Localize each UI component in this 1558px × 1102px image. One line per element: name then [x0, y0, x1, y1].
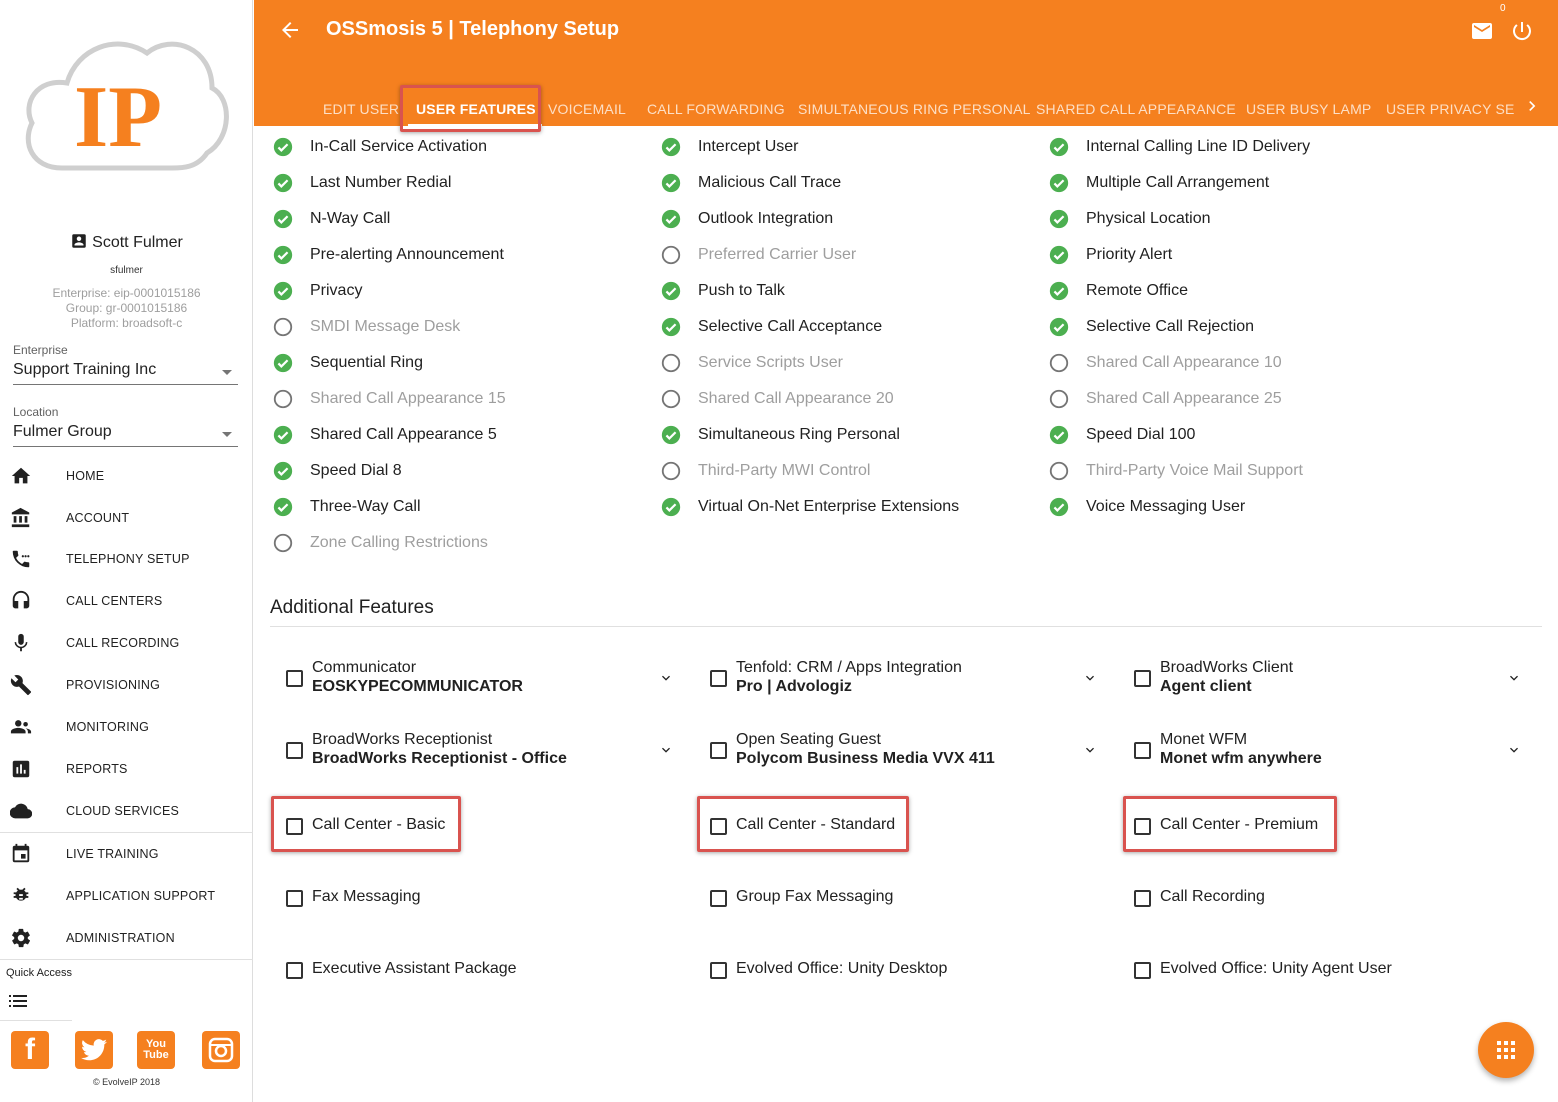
feature-item	[1048, 280, 1418, 304]
feature-label: Selective Call Rejection	[1086, 318, 1255, 335]
check-circle-icon	[272, 136, 294, 158]
additional-feature-option: BroadWorks Receptionist - Office	[312, 750, 567, 767]
additional-feature-option: EOSKYPECOMMUNICATOR	[312, 678, 523, 695]
additional-feature-checkbox[interactable]	[1134, 890, 1151, 907]
copyright: © EvolveIP 2018	[92, 1077, 160, 1087]
empty-circle-icon	[660, 352, 682, 374]
check-circle-icon	[660, 424, 682, 446]
additional-feature-checkbox[interactable]	[710, 962, 727, 979]
tab-call-forwarding[interactable]: CALL FORWARDING	[647, 101, 785, 117]
enterprise-select-label: Enterprise	[13, 343, 68, 357]
chevron-down-icon[interactable]	[658, 742, 674, 758]
feature-item	[272, 136, 642, 160]
list-icon[interactable]	[9, 994, 27, 1008]
empty-circle-icon	[1048, 388, 1070, 410]
feature-label: Selective Call Acceptance	[698, 318, 883, 335]
feature-label: Malicious Call Trace	[698, 174, 842, 191]
feature-label: Physical Location	[1086, 210, 1211, 227]
sidebar-item-label: CALL RECORDING	[66, 636, 180, 650]
feature-label: Shared Call Appearance 25	[1086, 390, 1282, 407]
feature-label: In-Call Service Activation	[310, 138, 487, 155]
check-circle-icon	[272, 424, 294, 446]
facebook-icon[interactable]: f	[11, 1031, 49, 1069]
feature-item	[272, 388, 642, 412]
live-training-icon	[10, 843, 32, 865]
back-arrow-icon[interactable]	[278, 18, 302, 42]
sidebar-item-call-centers[interactable]	[0, 580, 253, 622]
additional-feature-checkbox[interactable]	[710, 818, 727, 835]
empty-circle-icon	[1048, 460, 1070, 482]
additional-feature-label: BroadWorks Client	[1160, 659, 1294, 676]
additional-feature-option: Monet wfm anywhere	[1160, 750, 1322, 767]
feature-label: Virtual On-Net Enterprise Extensions	[698, 498, 960, 515]
sidebar-item-label: PROVISIONING	[66, 678, 161, 692]
feature-item	[1048, 244, 1418, 268]
svg-text:IP: IP	[74, 69, 162, 166]
empty-circle-icon	[272, 316, 294, 338]
check-circle-icon	[272, 496, 294, 518]
additional-features-divider	[270, 626, 1542, 627]
check-circle-icon	[272, 280, 294, 302]
feature-item	[660, 316, 1030, 340]
feature-label: Shared Call Appearance 20	[698, 390, 894, 407]
sidebar-divider	[0, 959, 253, 960]
sidebar-item-administration[interactable]	[0, 917, 253, 959]
feature-label: N-Way Call	[310, 210, 391, 227]
feature-item	[1048, 388, 1418, 412]
location-select-label: Location	[13, 405, 59, 419]
active-tab-indicator	[408, 124, 542, 126]
sidebar-item-monitoring[interactable]	[0, 706, 253, 748]
group-id: Group: gr-0001015186	[65, 301, 188, 315]
check-circle-icon	[660, 136, 682, 158]
sidebar-item-account[interactable]	[0, 497, 253, 539]
feature-item	[272, 316, 642, 340]
instagram-icon[interactable]	[202, 1031, 240, 1069]
feature-label: Shared Call Appearance 10	[1086, 354, 1282, 371]
feature-item	[1048, 172, 1418, 196]
application-support-icon	[10, 885, 32, 907]
additional-feature-label: Call Center - Premium	[1160, 816, 1319, 833]
check-circle-icon	[272, 352, 294, 374]
feature-label: Remote Office	[1086, 282, 1188, 299]
tab-user-privacy[interactable]: USER PRIVACY SE	[1386, 101, 1515, 117]
additional-feature-option: Polycom Business Media VVX 411	[736, 750, 995, 767]
check-circle-icon	[660, 316, 682, 338]
additional-feature-label: Fax Messaging	[312, 888, 421, 905]
check-circle-icon	[272, 460, 294, 482]
call-recording-icon	[10, 632, 32, 654]
additional-feature-label: Executive Assistant Package	[312, 960, 517, 977]
sidebar-item-provisioning[interactable]	[0, 664, 253, 706]
additional-feature-checkbox[interactable]	[286, 670, 303, 687]
check-circle-icon	[1048, 136, 1070, 158]
caret-down-icon	[222, 432, 232, 437]
additional-feature-label: Evolved Office: Unity Agent User	[1160, 960, 1392, 977]
check-circle-icon	[1048, 208, 1070, 230]
sidebar-item-label: APPLICATION SUPPORT	[66, 889, 216, 903]
user-name	[0, 232, 253, 252]
sidebar	[0, 0, 253, 1102]
feature-item	[272, 280, 642, 304]
mail-count-badge: 0	[1500, 3, 1506, 14]
feature-label: Internal Calling Line ID Delivery	[1086, 138, 1311, 155]
twitter-icon[interactable]	[75, 1031, 113, 1069]
feature-label: Simultaneous Ring Personal	[698, 426, 900, 443]
feature-item	[1048, 316, 1418, 340]
enterprise-id: Enterprise: eip-0001015186	[52, 286, 201, 300]
feature-label: Push to Talk	[698, 282, 785, 299]
feature-label: Zone Calling Restrictions	[310, 534, 488, 551]
cloud-services-icon	[10, 800, 32, 822]
feature-item	[272, 172, 642, 196]
additional-feature-label: Monet WFM	[1160, 731, 1248, 748]
quick-access-label: Quick Access	[6, 967, 73, 979]
feature-item	[272, 424, 642, 448]
sidebar-item-live-training[interactable]	[0, 833, 253, 875]
sidebar-item-label: CLOUD SERVICES	[66, 804, 180, 818]
app-header	[254, 0, 1558, 126]
caret-down-icon	[222, 370, 232, 375]
sidebar-item-call-recording[interactable]	[0, 622, 253, 664]
additional-feature-label: Evolved Office: Unity Desktop	[736, 960, 948, 977]
feature-label: Three-Way Call	[310, 498, 421, 515]
feature-label: Intercept User	[698, 138, 799, 155]
feature-item	[1048, 460, 1418, 484]
tab-edit-user[interactable]: EDIT USER	[323, 101, 400, 117]
monitoring-icon	[10, 716, 32, 738]
feature-label: Pre-alerting Announcement	[310, 246, 504, 263]
feature-item	[660, 424, 1030, 448]
feature-item	[660, 280, 1030, 304]
empty-circle-icon	[660, 244, 682, 266]
feature-item	[1048, 208, 1418, 232]
sidebar-item-home[interactable]	[0, 455, 253, 497]
sidebar-item-label: ACCOUNT	[66, 511, 130, 525]
feature-item	[660, 352, 1030, 376]
feature-label: Sequential Ring	[310, 354, 423, 371]
feature-label: Service Scripts User	[698, 354, 843, 371]
chevron-down-icon[interactable]	[1506, 742, 1522, 758]
check-circle-icon	[272, 244, 294, 266]
feature-label: Voice Messaging User	[1086, 498, 1246, 515]
empty-circle-icon	[1048, 352, 1070, 374]
sidebar-divider	[0, 832, 253, 833]
additional-feature-label: Group Fax Messaging	[736, 888, 894, 905]
sidebar-item-label: HOME	[66, 469, 105, 483]
chevron-down-icon[interactable]	[1082, 670, 1098, 686]
tab-user-busy-lamp[interactable]: USER BUSY LAMP	[1246, 101, 1372, 117]
empty-circle-icon	[272, 532, 294, 554]
telephony-setup-icon	[10, 548, 32, 570]
additional-features-title: Additional Features	[270, 597, 434, 618]
additional-feature-checkbox[interactable]	[710, 670, 727, 687]
chevron-down-icon[interactable]	[1506, 670, 1522, 686]
additional-feature-checkbox[interactable]	[1134, 818, 1151, 835]
feature-label: Preferred Carrier User	[698, 246, 857, 263]
feature-item	[660, 496, 1030, 520]
sidebar-item-telephony-setup[interactable]	[0, 538, 253, 580]
additional-feature-label: Call Center - Basic	[312, 816, 446, 833]
feature-label: Privacy	[310, 282, 363, 299]
feature-label: Third-Party MWI Control	[698, 462, 871, 479]
power-icon[interactable]	[1510, 19, 1534, 43]
grid-icon	[1496, 1040, 1516, 1060]
feature-item	[272, 244, 642, 268]
location-select[interactable]	[13, 423, 238, 447]
sidebar-item-cloud-services[interactable]	[0, 790, 253, 832]
feature-item	[272, 460, 642, 484]
apps-fab-button[interactable]	[1478, 1022, 1534, 1078]
ip-cloud-logo	[22, 28, 230, 173]
additional-feature-checkbox[interactable]	[1134, 670, 1151, 687]
check-circle-icon	[1048, 172, 1070, 194]
tab-voicemail[interactable]: VOICEMAIL	[548, 101, 627, 117]
account-box-icon	[70, 232, 88, 250]
check-circle-icon	[1048, 424, 1070, 446]
check-circle-icon	[660, 496, 682, 518]
tab-shared-call-appearance[interactable]: SHARED CALL APPEARANCE	[1036, 101, 1236, 117]
feature-item	[660, 172, 1030, 196]
additional-feature-label: Call Recording	[1160, 888, 1265, 905]
chevron-down-icon[interactable]	[658, 670, 674, 686]
feature-item	[272, 532, 642, 556]
sidebar-item-label: CALL CENTERS	[66, 594, 163, 608]
feature-label: Speed Dial 100	[1086, 426, 1196, 443]
check-circle-icon	[1048, 496, 1070, 518]
location-select-value: Fulmer Group	[13, 423, 112, 440]
tab-simultaneous-ring-personal[interactable]: SIMULTANEOUS RING PERSONAL	[798, 101, 1031, 117]
feature-label: Third-Party Voice Mail Support	[1086, 462, 1303, 479]
enterprise-select[interactable]	[13, 361, 238, 385]
reports-icon	[10, 758, 32, 780]
feature-label: Priority Alert	[1086, 246, 1173, 263]
additional-feature-checkbox[interactable]	[286, 962, 303, 979]
feature-label: Shared Call Appearance 5	[310, 426, 497, 443]
user-login: sfulmer	[110, 265, 143, 276]
additional-feature-label: BroadWorks Receptionist	[312, 731, 493, 748]
sidebar-item-reports[interactable]	[0, 748, 253, 790]
feature-item	[660, 136, 1030, 160]
empty-circle-icon	[272, 388, 294, 410]
enterprise-select-value: Support Training Inc	[13, 361, 157, 378]
account-icon	[10, 507, 32, 529]
additional-feature-checkbox[interactable]	[286, 890, 303, 907]
feature-label: Shared Call Appearance 15	[310, 390, 506, 407]
tab-user-features[interactable]: USER FEATURES	[416, 101, 536, 117]
additional-feature-checkbox[interactable]	[286, 742, 303, 759]
feature-label: SMDI Message Desk	[310, 318, 461, 335]
sidebar-item-label: ADMINISTRATION	[66, 931, 175, 945]
sidebar-divider	[0, 1020, 72, 1021]
youtube-icon[interactable]: You Tube	[137, 1031, 175, 1069]
additional-feature-label: Call Center - Standard	[736, 816, 896, 833]
sidebar-item-label: LIVE TRAINING	[66, 847, 159, 861]
home-icon	[10, 465, 32, 487]
check-circle-icon	[1048, 316, 1070, 338]
feature-label: Last Number Redial	[310, 174, 452, 191]
additional-feature-checkbox[interactable]	[286, 818, 303, 835]
additional-feature-label: Tenfold: CRM / Apps Integration	[736, 659, 962, 676]
chevron-right-icon[interactable]	[1522, 96, 1542, 116]
feature-item	[1048, 496, 1418, 520]
user-name-text: Scott Fulmer	[92, 234, 183, 251]
feature-label: Outlook Integration	[698, 210, 834, 227]
feature-item	[1048, 136, 1418, 160]
additional-feature-label: Communicator	[312, 659, 417, 676]
feature-item	[1048, 424, 1418, 448]
feature-label: Multiple Call Arrangement	[1086, 174, 1270, 191]
additional-feature-checkbox[interactable]	[710, 890, 727, 907]
feature-item	[660, 460, 1030, 484]
additional-feature-option: Pro | Advologiz	[736, 678, 852, 695]
additional-feature-checkbox[interactable]	[1134, 742, 1151, 759]
sidebar-item-application-support[interactable]	[0, 875, 253, 917]
chevron-down-icon[interactable]	[1082, 742, 1098, 758]
check-circle-icon	[272, 208, 294, 230]
mail-icon[interactable]	[1470, 19, 1494, 43]
check-circle-icon	[272, 172, 294, 194]
check-circle-icon	[660, 172, 682, 194]
check-circle-icon	[660, 208, 682, 230]
feature-item	[660, 244, 1030, 268]
additional-feature-checkbox[interactable]	[1134, 962, 1151, 979]
page-title: OSSmosis 5 | Telephony Setup	[326, 18, 620, 40]
feature-item	[272, 352, 642, 376]
provisioning-icon	[10, 674, 32, 696]
administration-icon	[10, 927, 32, 949]
feature-item	[660, 388, 1030, 412]
additional-feature-option: Agent client	[1160, 678, 1252, 695]
sidebar-item-label: REPORTS	[66, 762, 128, 776]
sidebar-item-label: TELEPHONY SETUP	[66, 552, 190, 566]
check-circle-icon	[1048, 244, 1070, 266]
sidebar-item-label: MONITORING	[66, 720, 150, 734]
empty-circle-icon	[660, 388, 682, 410]
empty-circle-icon	[660, 460, 682, 482]
additional-feature-checkbox[interactable]	[710, 742, 727, 759]
feature-item	[272, 208, 642, 232]
additional-feature-label: Open Seating Guest	[736, 731, 881, 748]
platform-id: Platform: broadsoft-c	[70, 316, 183, 330]
check-circle-icon	[660, 280, 682, 302]
feature-item	[272, 496, 642, 520]
feature-label: Speed Dial 8	[310, 462, 402, 479]
call-centers-icon	[10, 590, 32, 612]
feature-item	[1048, 352, 1418, 376]
feature-item	[660, 208, 1030, 232]
check-circle-icon	[1048, 280, 1070, 302]
